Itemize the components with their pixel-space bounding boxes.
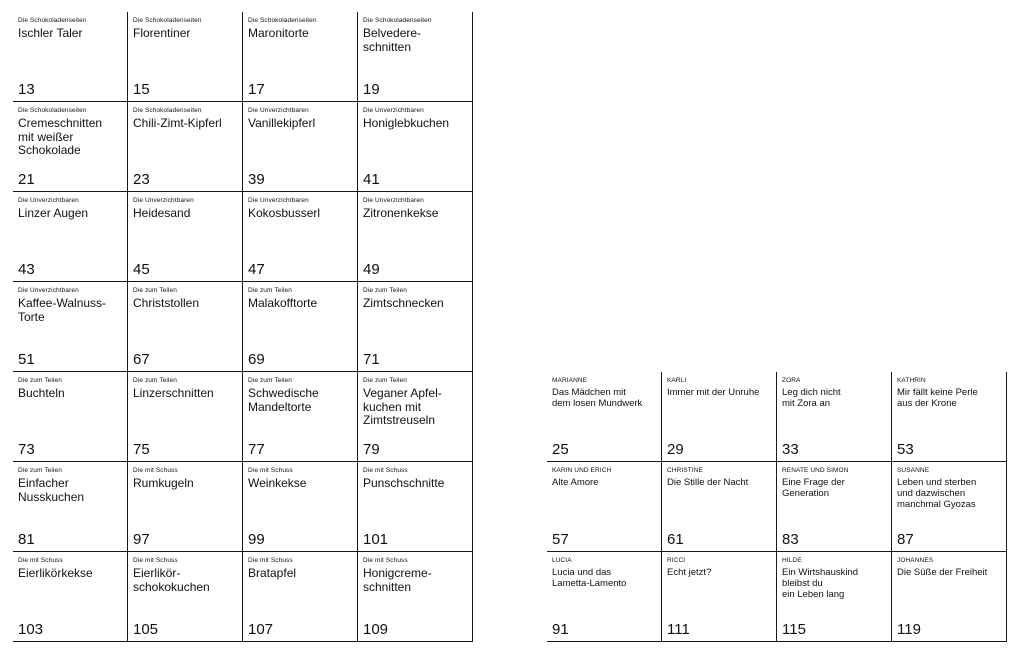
entry-title: Die Süße der Freiheit — [897, 567, 988, 578]
page-number: 21 — [18, 171, 35, 188]
recipe-entry[interactable] — [128, 192, 243, 282]
entry-category: Die mit Schuss — [363, 557, 408, 564]
entry-title: Lucia und das Lametta-Lamento — [552, 567, 627, 589]
page-number: 97 — [133, 531, 150, 548]
entry-category: Die mit Schuss — [363, 467, 408, 474]
story-entry[interactable] — [547, 552, 662, 642]
page-number: 77 — [248, 441, 265, 458]
story-index-grid — [547, 372, 1007, 642]
entry-title: Chili-Zimt-Kipferl — [133, 116, 222, 130]
recipe-entry[interactable] — [243, 102, 358, 192]
page-number: 43 — [18, 261, 35, 278]
page-number: 111 — [667, 621, 690, 638]
entry-author: KATHRIN — [897, 377, 926, 384]
entry-category: Die zum Teilen — [248, 377, 292, 384]
page-number: 17 — [248, 81, 265, 98]
recipe-index-grid — [13, 12, 473, 642]
entry-title: Einfacher Nusskuchen — [18, 476, 85, 504]
story-entry[interactable] — [892, 552, 1007, 642]
entry-title: Linzer Augen — [18, 206, 89, 220]
entry-title: Veganer Apfel- kuchen mit Zimtstreuseln — [363, 386, 442, 427]
entry-title: Alte Amore — [552, 477, 599, 488]
recipe-entry[interactable] — [13, 552, 128, 642]
recipe-entry[interactable] — [128, 372, 243, 462]
entry-category: Die mit Schuss — [133, 557, 178, 564]
entry-category: Die mit Schuss — [248, 557, 293, 564]
entry-title: Cremeschnitten mit weißer Schokolade — [18, 116, 103, 157]
entry-title: Belvedere- schnitten — [363, 26, 422, 54]
entry-author: RENATE UND SIMON — [782, 467, 849, 474]
entry-category: Die Schokoladenseiten — [133, 17, 202, 24]
page-number: 29 — [667, 441, 684, 458]
entry-category: Die Unverzichtbaren — [248, 197, 309, 204]
page-number: 49 — [363, 261, 380, 278]
page-number: 15 — [133, 81, 150, 98]
entry-category: Die zum Teilen — [133, 377, 177, 384]
entry-title: Honigcreme- schnitten — [363, 566, 432, 594]
entry-title: Maronitorte — [248, 26, 309, 40]
story-entry[interactable] — [892, 462, 1007, 552]
page-number: 91 — [552, 621, 569, 638]
story-entry[interactable] — [662, 552, 777, 642]
page-number: 33 — [782, 441, 799, 458]
story-entry[interactable] — [547, 372, 662, 462]
entry-title: Das Mädchen mit dem losen Mundwerk — [552, 387, 643, 409]
page-number: 115 — [782, 621, 806, 638]
entry-category: Die mit Schuss — [248, 467, 293, 474]
entry-title: Kaffee-Walnuss- Torte — [18, 296, 107, 324]
story-entry[interactable] — [777, 462, 892, 552]
entry-author: KARIN UND ERICH — [552, 467, 612, 474]
page-number: 13 — [18, 81, 35, 98]
entry-author: SUSANNE — [897, 467, 930, 474]
recipe-entry[interactable] — [128, 282, 243, 372]
entry-category: Die Schokoladenseiten — [133, 107, 202, 114]
entry-title: Schwedische Mandeltorte — [248, 386, 319, 414]
entry-category: Die mit Schuss — [133, 467, 178, 474]
entry-title: Bratapfel — [248, 566, 297, 580]
page-number: 25 — [552, 441, 569, 458]
story-entry[interactable] — [777, 552, 892, 642]
entry-title: Ischler Taler — [18, 26, 83, 40]
entry-category: Die Unverzichtbaren — [18, 287, 79, 294]
entry-title: Echt jetzt? — [667, 567, 712, 578]
page-number: 75 — [133, 441, 150, 458]
recipe-entry[interactable] — [13, 462, 128, 552]
entry-title: Malakofftorte — [248, 296, 318, 310]
recipe-entry[interactable] — [243, 552, 358, 642]
page-number: 61 — [667, 531, 684, 548]
entry-title: Christstollen — [133, 296, 200, 310]
entry-title: Leben und sterben und dazwischen manchmal Gyozas — [897, 477, 977, 510]
story-entry[interactable] — [777, 372, 892, 462]
entry-category: Die Unverzichtbaren — [248, 107, 309, 114]
page-number: 39 — [248, 171, 265, 188]
entry-category: Die zum Teilen — [363, 377, 407, 384]
page-number: 109 — [363, 621, 389, 638]
recipe-entry[interactable] — [243, 462, 358, 552]
entry-category: Die Unverzichtbaren — [363, 107, 424, 114]
entry-title: Leg dich nicht mit Zora an — [782, 387, 841, 409]
page-number: 83 — [782, 531, 799, 548]
recipe-entry[interactable] — [13, 192, 128, 282]
entry-category: Die zum Teilen — [18, 467, 62, 474]
entry-title: Zimtschnecken — [363, 296, 444, 310]
entry-title: Linzerschnitten — [133, 386, 214, 400]
recipe-entry[interactable] — [243, 12, 358, 102]
page-number: 79 — [363, 441, 380, 458]
page-number: 87 — [897, 531, 914, 548]
entry-category: Die zum Teilen — [18, 377, 62, 384]
page-number: 101 — [363, 531, 389, 548]
recipe-entry[interactable] — [243, 192, 358, 282]
entry-title: Buchteln — [18, 386, 65, 400]
entry-category: Die Unverzichtbaren — [363, 197, 424, 204]
entry-title: Eierlikör- schokokuchen — [133, 566, 210, 594]
entry-category: Die mit Schuss — [18, 557, 63, 564]
recipe-entry[interactable] — [128, 12, 243, 102]
page-number: 51 — [18, 351, 35, 368]
page-number: 47 — [248, 261, 265, 278]
recipe-entry[interactable] — [13, 102, 128, 192]
page-number: 67 — [133, 351, 150, 368]
entry-title: Mir fällt keine Perle aus der Krone — [897, 387, 978, 409]
entry-category: Die zum Teilen — [363, 287, 407, 294]
entry-title: Die Stille der Nacht — [667, 477, 749, 488]
story-entry[interactable] — [662, 372, 777, 462]
entry-title: Honiglebkuchen — [363, 116, 450, 130]
entry-category: Die Unverzichtbaren — [18, 197, 79, 204]
story-entry[interactable] — [662, 462, 777, 552]
entry-author: JOHANNES — [897, 557, 934, 564]
entry-title: Ein Wirtshauskind bleibst du ein Leben lang — [782, 567, 859, 600]
page-number: 45 — [133, 261, 150, 278]
entry-title: Vanillekipferl — [248, 116, 316, 130]
entry-title: Rumkugeln — [133, 476, 194, 490]
recipe-entry[interactable] — [358, 552, 473, 642]
story-entry[interactable] — [547, 462, 662, 552]
recipe-entry[interactable] — [128, 462, 243, 552]
entry-author: MARIANNE — [552, 377, 588, 384]
entry-author: LUCIA — [552, 557, 572, 564]
recipe-entry[interactable] — [358, 12, 473, 102]
page-number: 107 — [248, 621, 274, 638]
entry-title: Punschschnitte — [363, 476, 445, 490]
page-number: 57 — [552, 531, 569, 548]
entry-title: Eine Frage der Generation — [782, 477, 845, 499]
entry-title: Weinkekse — [248, 476, 307, 490]
page-number: 73 — [18, 441, 35, 458]
entry-author: HILDE — [782, 557, 802, 564]
page-number: 71 — [363, 351, 380, 368]
recipe-entry[interactable] — [358, 282, 473, 372]
page-number: 69 — [248, 351, 265, 368]
recipe-entry[interactable] — [243, 372, 358, 462]
entry-category: Die Unverzichtbaren — [133, 197, 194, 204]
entry-category: Die Schokoladenseiten — [18, 107, 87, 114]
page-number: 53 — [897, 441, 914, 458]
recipe-entry[interactable] — [128, 102, 243, 192]
entry-title: Zitronenkekse — [363, 206, 439, 220]
page-number: 105 — [133, 621, 159, 638]
entry-category: Die Schokoladenseiten — [363, 17, 432, 24]
entry-author: KARLI — [667, 377, 687, 384]
entry-category: Die Schokoladenseiten — [18, 17, 87, 24]
entry-author: ZORA — [782, 377, 801, 384]
recipe-entry[interactable] — [358, 372, 473, 462]
entry-title: Heidesand — [133, 206, 191, 220]
recipe-entry[interactable] — [358, 102, 473, 192]
entry-author: CHRISTINE — [667, 467, 703, 474]
page-number: 19 — [363, 81, 380, 98]
page-number: 119 — [897, 621, 921, 638]
recipe-entry[interactable] — [13, 282, 128, 372]
page-number: 99 — [248, 531, 265, 548]
page-number: 103 — [18, 621, 44, 638]
entry-title: Immer mit der Unruhe — [667, 387, 760, 398]
entry-category: Die zum Teilen — [133, 287, 177, 294]
entry-title: Kokosbusserl — [248, 206, 321, 220]
entry-category: Die Schokoladenseiten — [248, 17, 317, 24]
recipe-entry[interactable] — [13, 372, 128, 462]
entry-title: Eierlikörkekse — [18, 566, 93, 580]
recipe-entry[interactable] — [128, 552, 243, 642]
story-entry[interactable] — [892, 372, 1007, 462]
recipe-entry[interactable] — [358, 192, 473, 282]
entry-category: Die zum Teilen — [248, 287, 292, 294]
page-number: 81 — [18, 531, 35, 548]
recipe-entry[interactable] — [13, 12, 128, 102]
entry-author: RICCI — [667, 557, 686, 564]
page-number: 41 — [363, 171, 380, 188]
entry-title: Florentiner — [133, 26, 191, 40]
recipe-entry[interactable] — [358, 462, 473, 552]
page-number: 23 — [133, 171, 150, 188]
recipe-entry[interactable] — [243, 282, 358, 372]
